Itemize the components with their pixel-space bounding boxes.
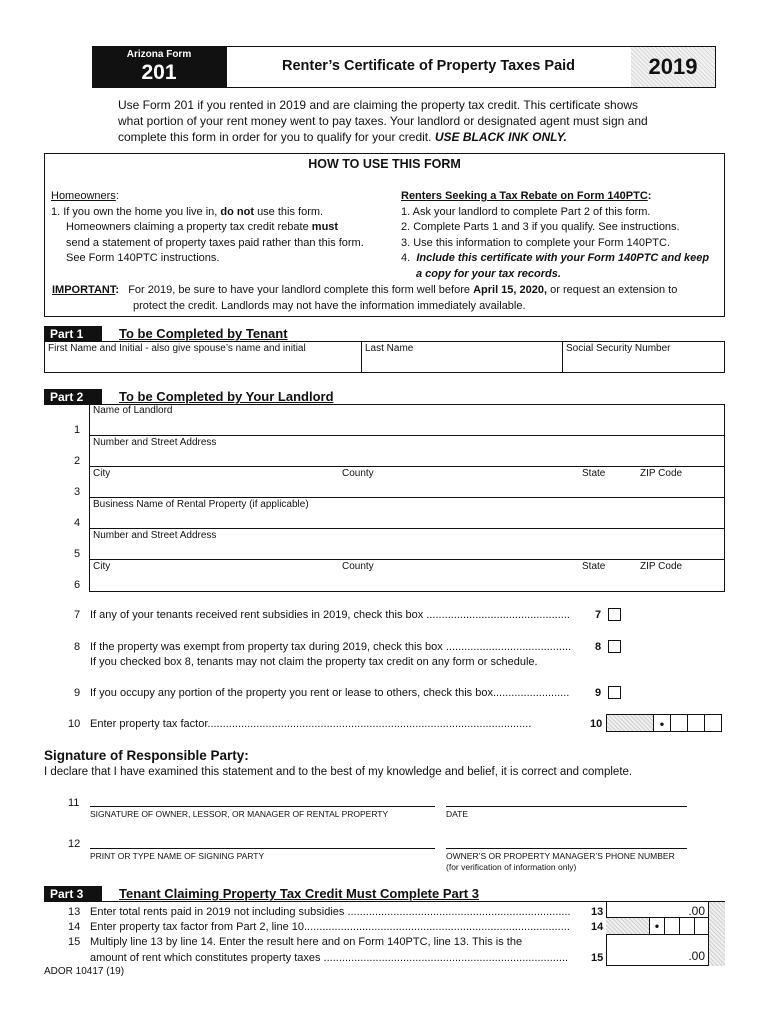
form-code: ADOR 10417 (19) xyxy=(44,966,125,977)
landlord-state-label: State xyxy=(582,468,606,479)
renters-heading: Renters Seeking a Tax Rebate on Form 140PTC xyxy=(401,190,648,202)
how-to-title: HOW TO USE THIS FORM xyxy=(308,157,461,171)
renters-4a: Include this certificate with your Form 140PTC and keep xyxy=(416,252,710,264)
part1-label: Part 1 xyxy=(44,326,102,342)
line-14-shaded xyxy=(606,918,650,934)
ssn-label: Social Security Number xyxy=(566,343,671,354)
homeowners-heading: Homeowners xyxy=(51,190,116,202)
first-name-field[interactable] xyxy=(44,341,362,373)
intro-text xyxy=(118,97,658,145)
business-name-label: Business Name of Rental Property (if applicable) xyxy=(93,499,309,510)
line-13-box-num: 13 xyxy=(591,906,604,918)
line-14-digit-2[interactable] xyxy=(680,918,695,934)
line-10-digit-1[interactable] xyxy=(671,715,688,731)
important-a: For 2019, be sure to have your landlord complete this form well before xyxy=(128,284,470,296)
phone-label: OWNER’S OR PROPERTY MANAGER’S PHONE NUMBER xyxy=(446,851,675,861)
line-9-box-num: 9 xyxy=(595,687,602,699)
line-10-decimal: • xyxy=(654,715,671,731)
property-city-label: City xyxy=(93,561,111,572)
signature-heading: Signature of Responsible Party: xyxy=(44,748,249,763)
ssn-field[interactable] xyxy=(562,341,725,373)
line-9-text: If you occupy any portion of the property you rent or lease to others, check this box......................... xyxy=(90,687,570,699)
part3-side-shade xyxy=(709,902,725,966)
form-number: 201 xyxy=(141,61,177,84)
line-8-box-num: 8 xyxy=(595,641,602,653)
landlord-city-field[interactable] xyxy=(89,466,725,498)
renters-4-num: 4. xyxy=(401,252,411,264)
line-14-entry[interactable] xyxy=(606,918,709,935)
line-15-entry[interactable] xyxy=(606,935,709,966)
row-3-num: 3 xyxy=(74,486,81,498)
line-7-text: If any of your tenants received rent subsidies in 2019, check this box ............................................... xyxy=(90,609,570,621)
part3-title: Tenant Claiming Property Tax Credit Must Complete Part 3 xyxy=(119,886,479,901)
signature-line[interactable] xyxy=(90,806,435,807)
part3-label: Part 3 xyxy=(44,886,102,902)
line-15-text-2: amount of rent which constitutes property taxes ................................................................................ xyxy=(90,952,569,964)
line-13-entry[interactable] xyxy=(606,902,709,918)
line-8-num: 8 xyxy=(74,641,81,653)
row-6-num: 6 xyxy=(74,579,81,591)
important-note: IMPORTANT: For 2019, be sure to have your landlord complete this form well before April 15, 2020, or request an extension to protect the credit. Landlords may not have the information immediately available. xyxy=(52,283,722,314)
first-name-label: First Name and Initial - also give spouse’s name and initial xyxy=(48,343,306,354)
property-county-label: County xyxy=(342,561,374,572)
date-line[interactable] xyxy=(446,806,687,807)
phone-note: (for verification of information only) xyxy=(446,862,577,872)
important-label: IMPORTANT xyxy=(52,284,116,296)
landlord-county-label: County xyxy=(342,468,374,479)
date-label: DATE xyxy=(446,809,469,819)
line-13-cents: .00 xyxy=(688,904,705,918)
line-12-num: 12 xyxy=(68,838,81,850)
renters-4b: a copy for your tax records. xyxy=(416,267,561,280)
line-10-text: Enter property tax factor.......................................................................................................... xyxy=(90,718,532,730)
line-11-num: 11 xyxy=(68,797,80,809)
line-10-box-num: 10 xyxy=(590,718,603,730)
line-10-shaded xyxy=(607,715,654,731)
printed-name-label: PRINT OR TYPE NAME OF SIGNING PARTY xyxy=(90,851,265,861)
landlord-address-label: Number and Street Address xyxy=(93,437,217,448)
homeowners-2a: Homeowners claiming a property tax credit rebate xyxy=(66,221,309,233)
line-10-num: 10 xyxy=(68,718,81,730)
homeowners-column: Homeowners: 1. If you own the home you live in, do not use this form. Homeowners claiming a property tax credit rebate must send a statement of property taxes paid rather than this form. See Form 140PTC instructions. xyxy=(51,189,376,267)
property-zip-label: ZIP Code xyxy=(640,561,683,572)
row-2-num: 2 xyxy=(74,455,81,467)
intro-emphasis: USE BLACK INK ONLY. xyxy=(434,130,567,144)
last-name-field[interactable] xyxy=(361,341,563,373)
declaration-text: I declare that I have examined this statement and to the best of my knowledge and belief, it is correct and complete. xyxy=(44,766,633,778)
homeowners-2b: must xyxy=(311,221,339,233)
part2-title: To be Completed by Your Landlord xyxy=(119,389,334,404)
line-15-num: 15 xyxy=(68,936,81,948)
line-14-num: 14 xyxy=(68,921,81,933)
row-1-num: 1 xyxy=(74,424,81,436)
line-10-entry[interactable] xyxy=(606,714,722,732)
line-9-checkbox[interactable] xyxy=(608,686,621,699)
part1-title: To be Completed by Tenant xyxy=(119,326,288,341)
phone-line[interactable] xyxy=(446,848,687,849)
line-7-box-num: 7 xyxy=(595,609,602,621)
important-c: protect the credit. Landlords may not have the information immediately available. xyxy=(133,299,526,312)
property-address-field[interactable] xyxy=(89,528,725,560)
form-year: 2019 xyxy=(631,47,715,87)
line-9-num: 9 xyxy=(74,687,81,699)
line-14-box-num: 14 xyxy=(591,921,604,933)
renters-1: 1. Ask your landlord to complete Part 2 of this form. xyxy=(401,205,651,218)
landlord-name-field[interactable] xyxy=(89,404,725,436)
homeowners-4: See Form 140PTC instructions. xyxy=(66,252,220,264)
homeowners-1c: use this form. xyxy=(257,205,324,218)
line-13-num: 13 xyxy=(68,906,81,918)
property-address-label: Number and Street Address xyxy=(93,530,217,541)
landlord-city-label: City xyxy=(93,468,111,479)
line-7-num: 7 xyxy=(74,609,81,621)
renters-2: 2. Complete Parts 1 and 3 if you qualify. See instructions. xyxy=(401,221,680,233)
line-8-note: If you checked box 8, tenants may not claim the property tax credit on any form or schedule. xyxy=(90,656,538,668)
intro-body: Use Form 201 if you rented in 2019 and are claiming the property tax credit. This certificate shows what portion of your rent money went to pay taxes. Your landlord or designated agent must sign and complete this form in order for you to qualify for your credit. xyxy=(118,98,648,144)
homeowners-1a: 1. If you own the home you live in, xyxy=(51,205,218,218)
important-b: or request an extension to xyxy=(550,284,678,296)
line-14-decimal: • xyxy=(650,918,665,934)
signature-label: SIGNATURE OF OWNER, LESSOR, OR MANAGER OF RENTAL PROPERTY xyxy=(90,809,389,819)
property-city-field[interactable] xyxy=(89,559,725,592)
line-8-text: If the property was exempt from property tax during 2019, check this box ......................................... xyxy=(90,641,572,653)
line-14-text: Enter property tax factor from Part 2, line 10....................................................................................... xyxy=(90,921,570,933)
line-7-checkbox[interactable] xyxy=(608,608,621,621)
business-name-field[interactable] xyxy=(89,497,725,529)
part2-label: Part 2 xyxy=(44,389,102,405)
line-13-text: Enter total rents paid in 2019 not including subsidies ......................................................................... xyxy=(90,906,571,918)
landlord-address-field[interactable] xyxy=(89,435,725,467)
row-4-num: 4 xyxy=(74,517,81,529)
renters-3: 3. Use this information to complete your Form 140PTC. xyxy=(401,236,670,249)
renters-column: Renters Seeking a Tax Rebate on Form 140PTC: 1. Ask your landlord to complete Part 2 of this form. 2. Complete Parts 1 and 3 if you qualify. See instructions. 3. Use this information to complete your Form 140PTC. 4. Include this certificate with your Form 140PTC and keep a copy for your tax records. xyxy=(401,189,723,282)
printed-name-line[interactable] xyxy=(90,848,435,849)
homeowners-1b: do not xyxy=(220,205,254,218)
line-14-digit-3[interactable] xyxy=(695,918,708,934)
row-5-num: 5 xyxy=(74,548,81,560)
property-state-label: State xyxy=(582,561,606,572)
form-title: Renter’s Certificate of Property Taxes Paid xyxy=(281,58,576,74)
landlord-zip-label: ZIP Code xyxy=(640,468,683,479)
landlord-name-label: Name of Landlord xyxy=(93,405,173,416)
important-date: April 15, 2020, xyxy=(473,284,548,296)
line-14-digit-1[interactable] xyxy=(665,918,680,934)
homeowners-3: send a statement of property taxes paid rather than this form. xyxy=(66,236,364,249)
line-10-digit-2[interactable] xyxy=(688,715,705,731)
line-10-digit-3[interactable] xyxy=(705,715,721,731)
line-8-checkbox[interactable] xyxy=(608,640,621,653)
line-15-text: Multiply line 13 by line 14. Enter the result here and on Form 140PTC, line 13. This is the xyxy=(90,936,523,948)
last-name-label: Last Name xyxy=(365,343,414,354)
line-15-box-num: 15 xyxy=(591,952,604,964)
form-label: Arizona Form xyxy=(126,49,192,60)
line-15-cents: .00 xyxy=(688,949,705,963)
form-number-block xyxy=(92,46,226,88)
